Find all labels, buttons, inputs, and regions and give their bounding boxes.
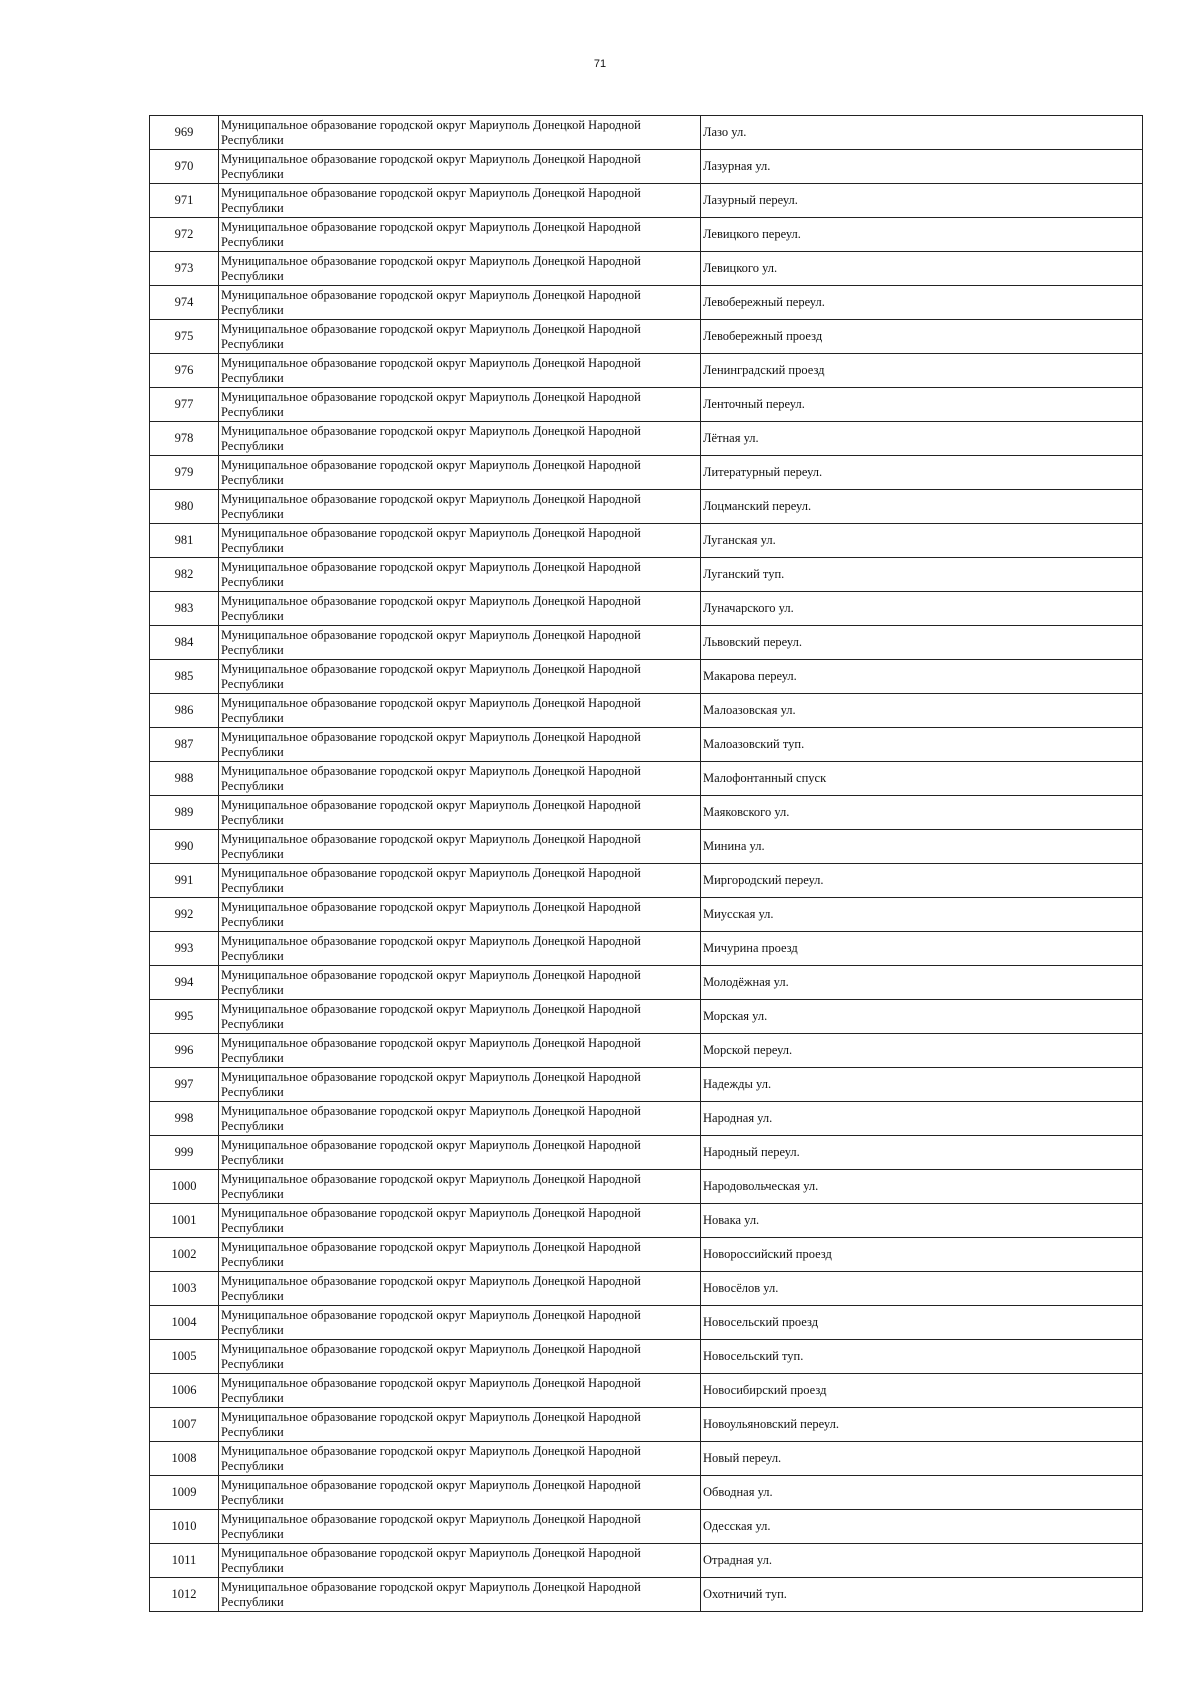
row-number-cell: 983 — [150, 592, 219, 626]
municipality-cell: Муниципальное образование городской округ Мариуполь Донецкой Народной Республики — [219, 762, 701, 796]
street-name-cell: Одесская ул. — [701, 1510, 1143, 1544]
table-row — [150, 354, 1143, 388]
table-row — [150, 252, 1143, 286]
municipality-cell: Муниципальное образование городской округ Мариуполь Донецкой Народной Республики — [219, 1408, 701, 1442]
street-name-cell: Новосельский проезд — [701, 1306, 1143, 1340]
street-name-cell: Новосельский туп. — [701, 1340, 1143, 1374]
row-number-cell: 980 — [150, 490, 219, 524]
street-name-cell: Мичурина проезд — [701, 932, 1143, 966]
municipality-cell: Муниципальное образование городской округ Мариуполь Донецкой Народной Республики — [219, 1238, 701, 1272]
municipality-cell: Муниципальное образование городской округ Мариуполь Донецкой Народной Республики — [219, 184, 701, 218]
municipality-cell: Муниципальное образование городской округ Мариуполь Донецкой Народной Республики — [219, 1510, 701, 1544]
municipality-cell: Муниципальное образование городской округ Мариуполь Донецкой Народной Республики — [219, 592, 701, 626]
municipality-cell: Муниципальное образование городской округ Мариуполь Донецкой Народной Республики — [219, 388, 701, 422]
row-number-cell: 970 — [150, 150, 219, 184]
street-name-cell: Миусская ул. — [701, 898, 1143, 932]
table-row — [150, 116, 1143, 150]
street-name-cell: Луганская ул. — [701, 524, 1143, 558]
municipality-cell: Муниципальное образование городской округ Мариуполь Донецкой Народной Республики — [219, 1374, 701, 1408]
row-number-cell: 985 — [150, 660, 219, 694]
table-row — [150, 932, 1143, 966]
municipality-cell: Муниципальное образование городской округ Мариуполь Донецкой Народной Республики — [219, 524, 701, 558]
row-number-cell: 1001 — [150, 1204, 219, 1238]
street-name-cell: Малоазовская ул. — [701, 694, 1143, 728]
municipality-cell: Муниципальное образование городской округ Мариуполь Донецкой Народной Республики — [219, 150, 701, 184]
table-row — [150, 558, 1143, 592]
table-row — [150, 1476, 1143, 1510]
table-row — [150, 388, 1143, 422]
row-number-cell: 972 — [150, 218, 219, 252]
table-row — [150, 524, 1143, 558]
municipality-cell: Муниципальное образование городской округ Мариуполь Донецкой Народной Республики — [219, 830, 701, 864]
table-row — [150, 694, 1143, 728]
row-number-cell: 991 — [150, 864, 219, 898]
municipality-cell: Муниципальное образование городской округ Мариуполь Донецкой Народной Республики — [219, 728, 701, 762]
row-number-cell: 996 — [150, 1034, 219, 1068]
municipality-cell: Муниципальное образование городской округ Мариуполь Донецкой Народной Республики — [219, 694, 701, 728]
street-name-cell: Народовольческая ул. — [701, 1170, 1143, 1204]
street-name-cell: Маяковского ул. — [701, 796, 1143, 830]
row-number-cell: 974 — [150, 286, 219, 320]
table-row — [150, 1408, 1143, 1442]
row-number-cell: 975 — [150, 320, 219, 354]
row-number-cell: 1003 — [150, 1272, 219, 1306]
row-number-cell: 976 — [150, 354, 219, 388]
row-number-cell: 1006 — [150, 1374, 219, 1408]
street-name-cell: Миргородский переул. — [701, 864, 1143, 898]
municipality-cell: Муниципальное образование городской округ Мариуполь Донецкой Народной Республики — [219, 660, 701, 694]
municipality-cell: Муниципальное образование городской округ Мариуполь Донецкой Народной Республики — [219, 1068, 701, 1102]
street-name-cell: Левобережный переул. — [701, 286, 1143, 320]
row-number-cell: 994 — [150, 966, 219, 1000]
table-row — [150, 1136, 1143, 1170]
row-number-cell: 989 — [150, 796, 219, 830]
table-row — [150, 592, 1143, 626]
row-number-cell: 984 — [150, 626, 219, 660]
street-name-cell: Лоцманский переул. — [701, 490, 1143, 524]
municipality-cell: Муниципальное образование городской округ Мариуполь Донецкой Народной Республики — [219, 1578, 701, 1612]
row-number-cell: 986 — [150, 694, 219, 728]
street-name-cell: Малоазовский туп. — [701, 728, 1143, 762]
street-name-cell: Морской переул. — [701, 1034, 1143, 1068]
table-row — [150, 320, 1143, 354]
table-row — [150, 1102, 1143, 1136]
municipality-cell: Муниципальное образование городской округ Мариуполь Донецкой Народной Республики — [219, 456, 701, 490]
row-number-cell: 998 — [150, 1102, 219, 1136]
row-number-cell: 993 — [150, 932, 219, 966]
row-number-cell: 1010 — [150, 1510, 219, 1544]
row-number-cell: 1002 — [150, 1238, 219, 1272]
row-number-cell: 977 — [150, 388, 219, 422]
street-name-cell: Ленточный переул. — [701, 388, 1143, 422]
street-name-cell: Новоульяновский переул. — [701, 1408, 1143, 1442]
row-number-cell: 1008 — [150, 1442, 219, 1476]
street-name-cell: Ленинградский проезд — [701, 354, 1143, 388]
table-body — [150, 116, 1143, 1612]
municipality-cell: Муниципальное образование городской округ Мариуполь Донецкой Народной Республики — [219, 1102, 701, 1136]
table-row — [150, 796, 1143, 830]
table-row — [150, 728, 1143, 762]
row-number-cell: 987 — [150, 728, 219, 762]
street-registry-table — [149, 115, 1143, 1612]
street-name-cell: Обводная ул. — [701, 1476, 1143, 1510]
street-name-cell: Малофонтанный спуск — [701, 762, 1143, 796]
street-name-cell: Львовский переул. — [701, 626, 1143, 660]
page-number: 71 — [593, 58, 607, 70]
row-number-cell: 981 — [150, 524, 219, 558]
street-name-cell: Новый переул. — [701, 1442, 1143, 1476]
row-number-cell: 995 — [150, 1000, 219, 1034]
street-name-cell: Народная ул. — [701, 1102, 1143, 1136]
street-name-cell: Новосибирский проезд — [701, 1374, 1143, 1408]
municipality-cell: Муниципальное образование городской округ Мариуполь Донецкой Народной Республики — [219, 932, 701, 966]
row-number-cell: 973 — [150, 252, 219, 286]
row-number-cell: 979 — [150, 456, 219, 490]
municipality-cell: Муниципальное образование городской округ Мариуполь Донецкой Народной Республики — [219, 558, 701, 592]
municipality-cell: Муниципальное образование городской округ Мариуполь Донецкой Народной Республики — [219, 490, 701, 524]
street-name-cell: Левобережный проезд — [701, 320, 1143, 354]
table-row — [150, 218, 1143, 252]
table-row — [150, 966, 1143, 1000]
row-number-cell: 978 — [150, 422, 219, 456]
table-row — [150, 1170, 1143, 1204]
municipality-cell: Муниципальное образование городской округ Мариуполь Донецкой Народной Республики — [219, 354, 701, 388]
street-name-cell: Лазурная ул. — [701, 150, 1143, 184]
row-number-cell: 999 — [150, 1136, 219, 1170]
municipality-cell: Муниципальное образование городской округ Мариуполь Донецкой Народной Республики — [219, 116, 701, 150]
street-name-cell: Охотничий туп. — [701, 1578, 1143, 1612]
street-name-cell: Левицкого ул. — [701, 252, 1143, 286]
municipality-cell: Муниципальное образование городской округ Мариуполь Донецкой Народной Республики — [219, 1000, 701, 1034]
municipality-cell: Муниципальное образование городской округ Мариуполь Донецкой Народной Республики — [219, 626, 701, 660]
table-row — [150, 1510, 1143, 1544]
row-number-cell: 982 — [150, 558, 219, 592]
row-number-cell: 990 — [150, 830, 219, 864]
municipality-cell: Муниципальное образование городской округ Мариуполь Донецкой Народной Республики — [219, 320, 701, 354]
street-name-cell: Луганский туп. — [701, 558, 1143, 592]
table-row — [150, 864, 1143, 898]
street-name-cell: Народный переул. — [701, 1136, 1143, 1170]
table-row — [150, 626, 1143, 660]
street-name-cell: Лазурный переул. — [701, 184, 1143, 218]
municipality-cell: Муниципальное образование городской округ Мариуполь Донецкой Народной Республики — [219, 1136, 701, 1170]
table-row — [150, 1374, 1143, 1408]
municipality-cell: Муниципальное образование городской округ Мариуполь Донецкой Народной Республики — [219, 1442, 701, 1476]
row-number-cell: 1000 — [150, 1170, 219, 1204]
street-name-cell: Новака ул. — [701, 1204, 1143, 1238]
street-name-cell: Макарова переул. — [701, 660, 1143, 694]
street-name-cell: Новосёлов ул. — [701, 1272, 1143, 1306]
street-name-cell: Молодёжная ул. — [701, 966, 1143, 1000]
table-row — [150, 1068, 1143, 1102]
municipality-cell: Муниципальное образование городской округ Мариуполь Донецкой Народной Республики — [219, 422, 701, 456]
row-number-cell: 1012 — [150, 1578, 219, 1612]
municipality-cell: Муниципальное образование городской округ Мариуполь Донецкой Народной Республики — [219, 286, 701, 320]
municipality-cell: Муниципальное образование городской округ Мариуполь Донецкой Народной Республики — [219, 218, 701, 252]
row-number-cell: 997 — [150, 1068, 219, 1102]
table-row — [150, 490, 1143, 524]
street-name-cell: Литературный переул. — [701, 456, 1143, 490]
municipality-cell: Муниципальное образование городской округ Мариуполь Донецкой Народной Республики — [219, 1204, 701, 1238]
table-row — [150, 1204, 1143, 1238]
municipality-cell: Муниципальное образование городской округ Мариуполь Донецкой Народной Республики — [219, 864, 701, 898]
street-name-cell: Отрадная ул. — [701, 1544, 1143, 1578]
table-row — [150, 1272, 1143, 1306]
table-row — [150, 1340, 1143, 1374]
row-number-cell: 1007 — [150, 1408, 219, 1442]
table-row — [150, 660, 1143, 694]
municipality-cell: Муниципальное образование городской округ Мариуполь Донецкой Народной Республики — [219, 796, 701, 830]
table-row — [150, 456, 1143, 490]
table-row — [150, 422, 1143, 456]
street-name-cell: Надежды ул. — [701, 1068, 1143, 1102]
row-number-cell: 992 — [150, 898, 219, 932]
table-row — [150, 830, 1143, 864]
municipality-cell: Муниципальное образование городской округ Мариуполь Донецкой Народной Республики — [219, 898, 701, 932]
table-row — [150, 1306, 1143, 1340]
municipality-cell: Муниципальное образование городской округ Мариуполь Донецкой Народной Республики — [219, 1340, 701, 1374]
municipality-cell: Муниципальное образование городской округ Мариуполь Донецкой Народной Республики — [219, 1476, 701, 1510]
row-number-cell: 969 — [150, 116, 219, 150]
municipality-cell: Муниципальное образование городской округ Мариуполь Донецкой Народной Республики — [219, 252, 701, 286]
table-row — [150, 1034, 1143, 1068]
table-row — [150, 1544, 1143, 1578]
table-row — [150, 762, 1143, 796]
row-number-cell: 1004 — [150, 1306, 219, 1340]
table-row — [150, 1442, 1143, 1476]
street-name-cell: Левицкого переул. — [701, 218, 1143, 252]
municipality-cell: Муниципальное образование городской округ Мариуполь Донецкой Народной Республики — [219, 966, 701, 1000]
table-row — [150, 184, 1143, 218]
municipality-cell: Муниципальное образование городской округ Мариуполь Донецкой Народной Республики — [219, 1272, 701, 1306]
table-row — [150, 150, 1143, 184]
table-row — [150, 1238, 1143, 1272]
street-name-cell: Новороссийский проезд — [701, 1238, 1143, 1272]
street-name-cell: Лазо ул. — [701, 116, 1143, 150]
row-number-cell: 1011 — [150, 1544, 219, 1578]
municipality-cell: Муниципальное образование городской округ Мариуполь Донецкой Народной Республики — [219, 1034, 701, 1068]
table-row — [150, 1578, 1143, 1612]
row-number-cell: 988 — [150, 762, 219, 796]
street-name-cell: Морская ул. — [701, 1000, 1143, 1034]
table-row — [150, 286, 1143, 320]
row-number-cell: 971 — [150, 184, 219, 218]
municipality-cell: Муниципальное образование городской округ Мариуполь Донецкой Народной Республики — [219, 1544, 701, 1578]
row-number-cell: 1009 — [150, 1476, 219, 1510]
municipality-cell: Муниципальное образование городской округ Мариуполь Донецкой Народной Республики — [219, 1170, 701, 1204]
row-number-cell: 1005 — [150, 1340, 219, 1374]
street-name-cell: Минина ул. — [701, 830, 1143, 864]
street-name-cell: Луначарского ул. — [701, 592, 1143, 626]
table-row — [150, 1000, 1143, 1034]
municipality-cell: Муниципальное образование городской округ Мариуполь Донецкой Народной Республики — [219, 1306, 701, 1340]
street-name-cell: Лётная ул. — [701, 422, 1143, 456]
table-row — [150, 898, 1143, 932]
